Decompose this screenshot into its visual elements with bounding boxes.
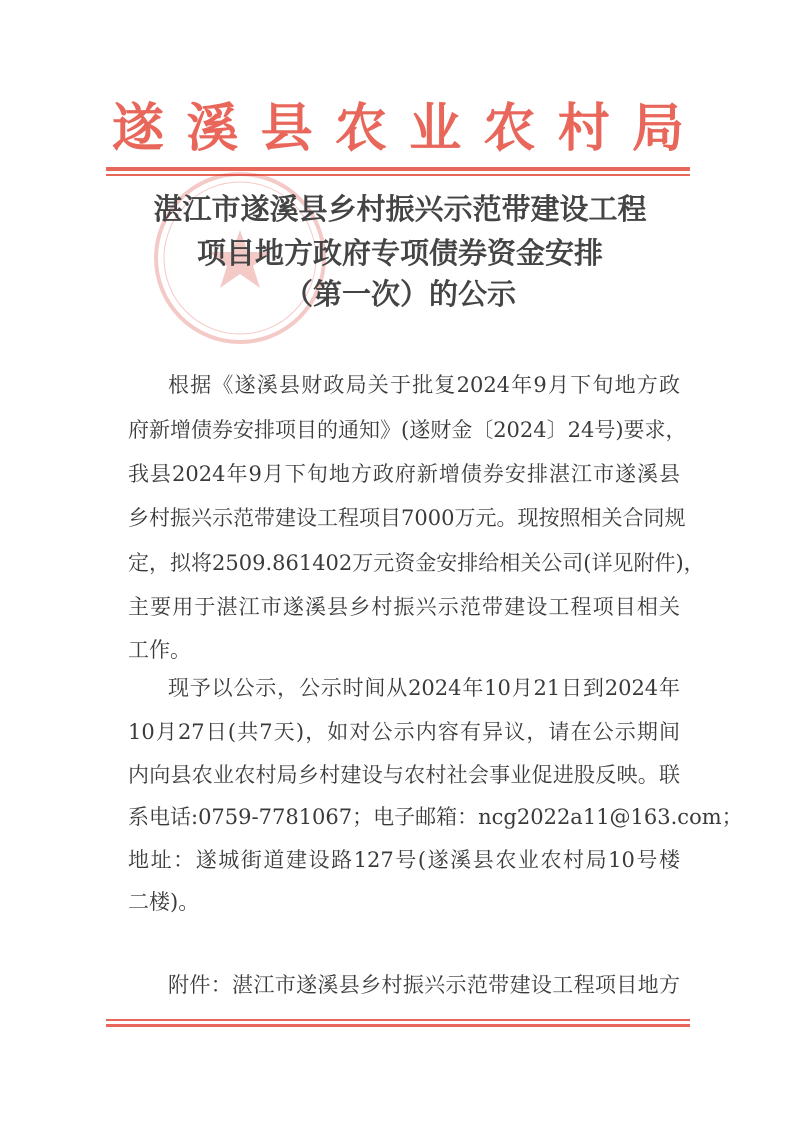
masthead-char: 村 xyxy=(557,97,610,159)
contact-info-line: 系电话:0759-7781067；电子邮箱：ncg2022a11@163.com； xyxy=(128,805,743,829)
footer-divider-bottom xyxy=(106,1024,690,1027)
masthead-char: 局 xyxy=(631,97,684,159)
masthead-char: 农 xyxy=(334,97,387,159)
body-text-line: 10月27日(共7天)，如对公示内容有异议，请在公示期间 xyxy=(128,720,680,744)
body-text-line: 我县2024年9月下旬地方政府新增债券安排湛江市遂溪县 xyxy=(128,462,680,486)
masthead-char: 业 xyxy=(409,97,462,159)
body-text-line: 乡村振兴示范带建设工程项目7000万元。现按照相关合同规 xyxy=(128,506,686,530)
footer-divider-top xyxy=(106,1019,690,1021)
masthead-char: 遂 xyxy=(112,97,165,159)
body-text-line: 府新增债券安排项目的通知》(遂财金〔2024〕24号)要求， xyxy=(128,418,687,442)
body-text-line: 现予以公示，公示时间从2024年10月21日到2024年 xyxy=(168,676,680,700)
masthead-agency-name xyxy=(112,92,684,159)
attachment-line: 附件：湛江市遂溪县乡村振兴示范带建设工程项目地方 xyxy=(168,973,680,997)
body-text-line: 二楼)。 xyxy=(128,890,200,914)
masthead-char: 农 xyxy=(483,97,536,159)
body-text-line: 工作。 xyxy=(128,638,191,662)
document-title-line: 项目地方政府专项债券资金安排 xyxy=(196,236,603,270)
body-text-line: 内向县农业农村局乡村建设与农村社会事业促进股反映。联 xyxy=(128,763,680,787)
masthead-char: 溪 xyxy=(186,97,239,159)
document-title-line: 湛江市遂溪县乡村振兴示范带建设工程 xyxy=(153,192,647,226)
document-title-line: （第一次）的公示 xyxy=(283,277,516,311)
address-line: 地址：遂城街道建设路127号(遂溪县农业农村局10号楼 xyxy=(128,848,680,872)
body-text-line: 定，拟将2509.861402万元资金安排给相关公司(详见附件)， xyxy=(128,551,705,575)
body-text-line: 主要用于湛江市遂溪县乡村振兴示范带建设工程项目相关 xyxy=(128,595,680,619)
body-text-line: 根据《遂溪县财政局关于批复2024年9月下旬地方政 xyxy=(168,373,680,397)
masthead-char: 县 xyxy=(260,97,313,159)
